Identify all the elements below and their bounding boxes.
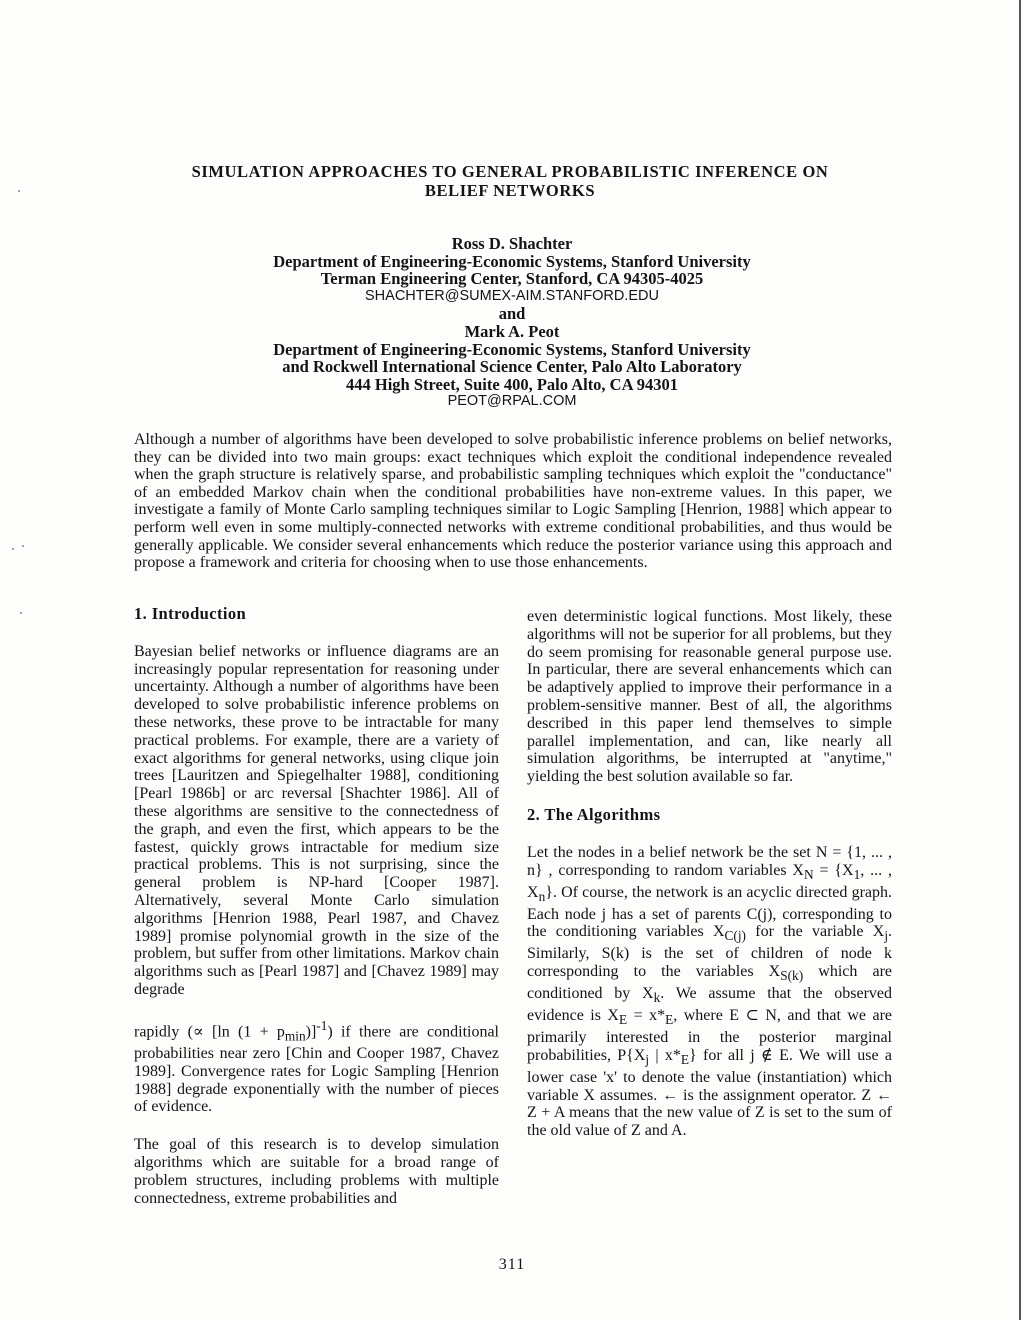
intro-paragraph-continued: even deterministic logical functions. Most likely, these algorithms will not be superior for all problems, but they do seem promising for reasonable general purpose use. In particular, there are several enhancements which can be adaptively applied to improve their performance in a problem-sensitive manner. Best of all, the algorithms described in this paper lend themselves to simple parallel implementation, and can, like nearly all simulation algorithms, be interrupted at "anytime," yielding the best solution available so far. xyxy=(527,608,892,786)
scan-speck xyxy=(20,612,22,614)
page-edge xyxy=(1019,0,1021,1320)
left-column xyxy=(134,605,499,1207)
right-column xyxy=(527,608,892,1140)
author-block xyxy=(100,235,924,411)
section-heading-algorithms: 2. The Algorithms xyxy=(527,804,661,824)
title-line-1: SIMULATION APPROACHES TO GENERAL PROBABILISTIC INFERENCE ON xyxy=(191,162,829,181)
author-2-affiliation-3: 444 High Street, Suite 400, Palo Alto, CA 94301 xyxy=(346,374,678,394)
abstract: Although a number of algorithms have been developed to solve probabilistic inference problems on belief networks, they can be divided into two main groups: exact techniques which exploit the conditional independence revealed when the graph structure is relatively sparse, and probabilistic sampling techniques which exploit the "conductance" of an embedded Markov chain when the conditional probabilities have non-extreme values. In this paper, we investigate a family of Monte Carlo sampling techniques similar to Logic Sampling [Henrion, 1988] which appear to perform well even in some multiply-connected networks with extreme conditional probabilities, and thus would be generally applicable. We consider several enhancements which reduce the posterior variance using this approach and propose a framework and criteria for choosing when to use those enhancements. xyxy=(134,431,892,572)
author-2-affiliation-2: and Rockwell International Science Center, Palo Alto Laboratory xyxy=(282,357,742,377)
intro-paragraph-3: The goal of this research is to develop simulation algorithms which are suitable for a broad range of problem structures, including problems with multiple connectedness, extreme probabilities and xyxy=(134,1136,499,1207)
author-1-email: SHACHTER@SUMEX-AIM.STANFORD.EDU xyxy=(365,287,659,304)
title-line-2: BELIEF NETWORKS xyxy=(424,181,596,200)
scan-speck xyxy=(12,548,14,550)
author-2-name: Mark A. Peot xyxy=(464,321,560,341)
intro-paragraph-1: Bayesian belief networks or influence diagrams are an increasingly popular representation for reasoning under uncertainty. Although a number of algorithms have been developed to solve probabilistic inference problems on these networks, these prove to be intractable for many practical problems. For example, there are a variety of exact algorithms for general networks, using clique join trees [Lauritzen and Spiegelhalter 1988], conditioning [Pearl 1986b] or arc reversal [Shachter 1986]. All of these algorithms are sensitive to the connectedness of the graph, and even the first, which appears to be the fastest, quickly grows intractable for medium size practical problems. This is not surprising, since the general problem is NP-hard [Cooper 1987]. Alternatively, several Monte Carlo simulation algorithms [Henrion 1988, Pearl 1987, and Chavez 1989] promise polynomial growth in the size of the problem, but suffer from other limitations. Markov chain algorithms such as [Pearl 1987] and [Chavez 1989] may degrade xyxy=(134,642,499,998)
author-2-email: PEOT@RPAL.COM xyxy=(447,393,577,410)
author-1-affiliation-1: Department of Engineering-Economic Systems, Stanford University xyxy=(273,251,751,271)
page-number: 311 xyxy=(498,1256,526,1273)
scan-speck xyxy=(22,545,24,547)
algorithms-paragraph-1: Let the nodes in a belief network be the set N = {1, ... , n} , corresponding to random variables $X_N = \{X_1$, ... , $X_n$}. Of course, the network is an acyclic directed graph. Each node j has a set of parents C(j), corresponding to the conditioning variables $X_{C(j)}$ for the variable $X_j$. Similarly, S(k) is the set of children of node k corresponding to the variables $X_{S(k)}$ which are conditioned by $X_k$. We assume that the observed evidence is $X_E = x*_E$, where E ⊂ N, and that we are primarily interested in the posterior marginal probabilities, $P\{X_j$ | $x*_E$} for all j ∉ E. We will use a lower case 'x' to denote the value (instantiation) which variable X assumes. ← is the assignment operator. Z ← Z + A means that the new value of Z is set to the sum of the old value of Z and A. xyxy=(527,843,893,1140)
paper-title xyxy=(100,162,920,200)
intro-paragraph-2: rapidly (∝ [ln $(1 + p_{min})]^{-1}$) if there are conditional probabilities near zero [Chin and Cooper 1987, Chavez 1989]. Convergence rates for Logic Sampling [Henrion 1988] degrade exponentially with the number of pieces of evidence. xyxy=(134,1017,500,1116)
author-conjunction: and xyxy=(498,304,526,324)
section-heading-introduction: 1. Introduction xyxy=(134,604,247,623)
author-1-affiliation-2: Terman Engineering Center, Stanford, CA 94305-4025 xyxy=(320,269,704,289)
scan-speck xyxy=(18,190,20,192)
author-1-name: Ross D. Shachter xyxy=(451,234,573,253)
author-2-affiliation-1: Department of Engineering-Economic Systems, Stanford University xyxy=(273,339,751,359)
